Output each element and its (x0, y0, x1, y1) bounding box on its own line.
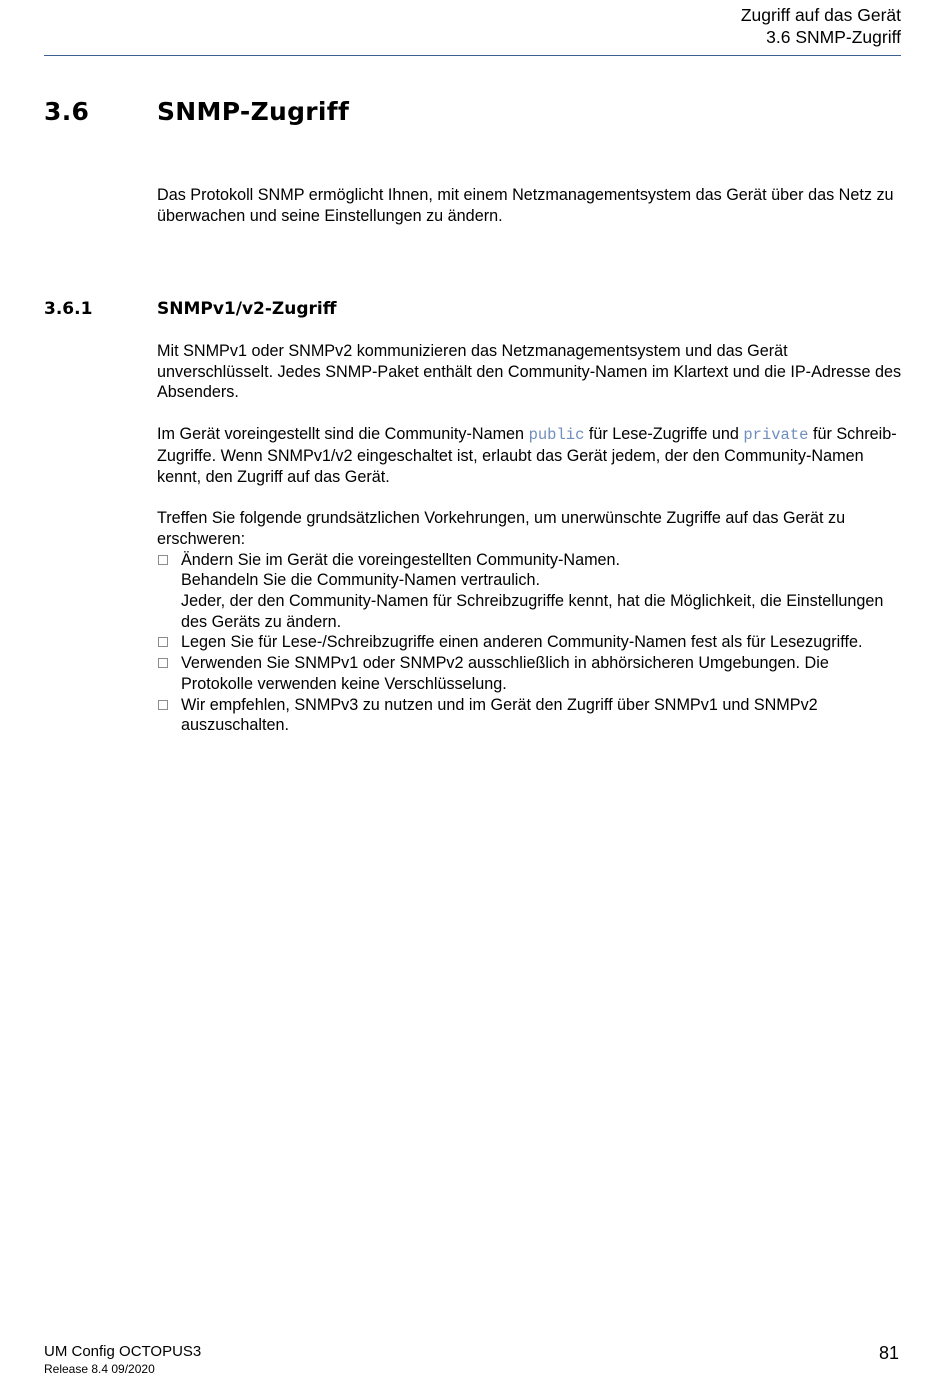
list-item-line: Behandeln Sie die Community-Namen vertraulich. (181, 571, 540, 590)
list-item-line: Jeder, der den Community-Namen für Schreibzugriffe kennt, hat die Möglichkeit, die Einstellungen des Geräts zu ändern. (181, 592, 884, 631)
footer-doc-title: UM Config OCTOPUS3 (44, 1343, 202, 1360)
subsection-number: 3.6.1 (44, 299, 93, 319)
checkbox-bullet-icon (158, 700, 168, 710)
header-section: 3.6 SNMP-Zugriff (766, 27, 901, 47)
checkbox-bullet-icon (158, 637, 168, 647)
list-item-line: Legen Sie für Lese-/Schreibzugriffe einen anderen Community-Namen fest als für Lesezugriffe. (181, 633, 863, 652)
list-item (157, 653, 902, 694)
paragraph-2-text-a: Im Gerät voreingestellt sind die Community-Namen (157, 425, 529, 444)
checkbox-bullet-icon (158, 555, 168, 565)
page-number: 81 (878, 1343, 899, 1363)
section-title: SNMP-Zugriff (157, 97, 350, 126)
checkbox-bullet-icon (158, 658, 168, 668)
paragraph-3: Treffen Sie folgende grundsätzlichen Vorkehrungen, um unerwünschte Zugriffe auf das Gerät zu erschweren: (157, 509, 846, 548)
section-intro (157, 185, 902, 226)
list-item-line: Verwenden Sie SNMPv1 oder SNMPv2 ausschließlich in abhörsicheren Umgebungen. Die Protokolle verwenden keine Verschlüsselung. (181, 654, 829, 693)
running-header (741, 4, 901, 48)
list-item (157, 632, 902, 653)
list-item-line: Ändern Sie im Gerät die voreingestellten Community-Namen. (181, 550, 621, 569)
code-public: public (528, 426, 585, 445)
list-item (157, 550, 902, 633)
list-item (157, 695, 902, 736)
paragraph-2 (157, 424, 902, 487)
subsection-title: SNMPv1/v2-Zugriff (157, 299, 337, 319)
intro-text: Das Protokoll SNMP ermöglicht Ihnen, mit einem Netzmanagementsystem das Gerät über das Netz zu überwachen und seine Einstellungen zu ändern. (157, 186, 894, 225)
list-item-line: Wir empfehlen, SNMPv3 zu nutzen und im Gerät den Zugriff über SNMPv1 und SNMPv2 auszuschalten. (181, 695, 818, 735)
paragraph-2-text-b: für Lese-Zugriffe und (584, 425, 744, 444)
precautions-list (157, 550, 902, 736)
paragraph-2-text-c: für Schreib-Zugriffe. Wenn SNMPv1/v2 eingeschaltet ist, erlaubt das Gerät jedem, der den Community-Namen kennt, den Zugriff auf das Gerät. (157, 425, 897, 486)
header-chapter: Zugriff auf das Gerät (740, 5, 901, 25)
code-private: private (743, 426, 809, 445)
footer (44, 1343, 201, 1377)
subsection-body (157, 341, 902, 736)
section-number: 3.6 (44, 97, 90, 126)
footer-release: Release 8.4 09/2020 (44, 1362, 155, 1376)
paragraph-1: Mit SNMPv1 oder SNMPv2 kommunizieren das Netzmanagementsystem und das Gerät unverschlüsselt. Jedes SNMP-Paket enthält den Community-Namen im Klartext und die IP-Adresse des Absenders. (157, 342, 902, 402)
header-rule (44, 55, 901, 56)
